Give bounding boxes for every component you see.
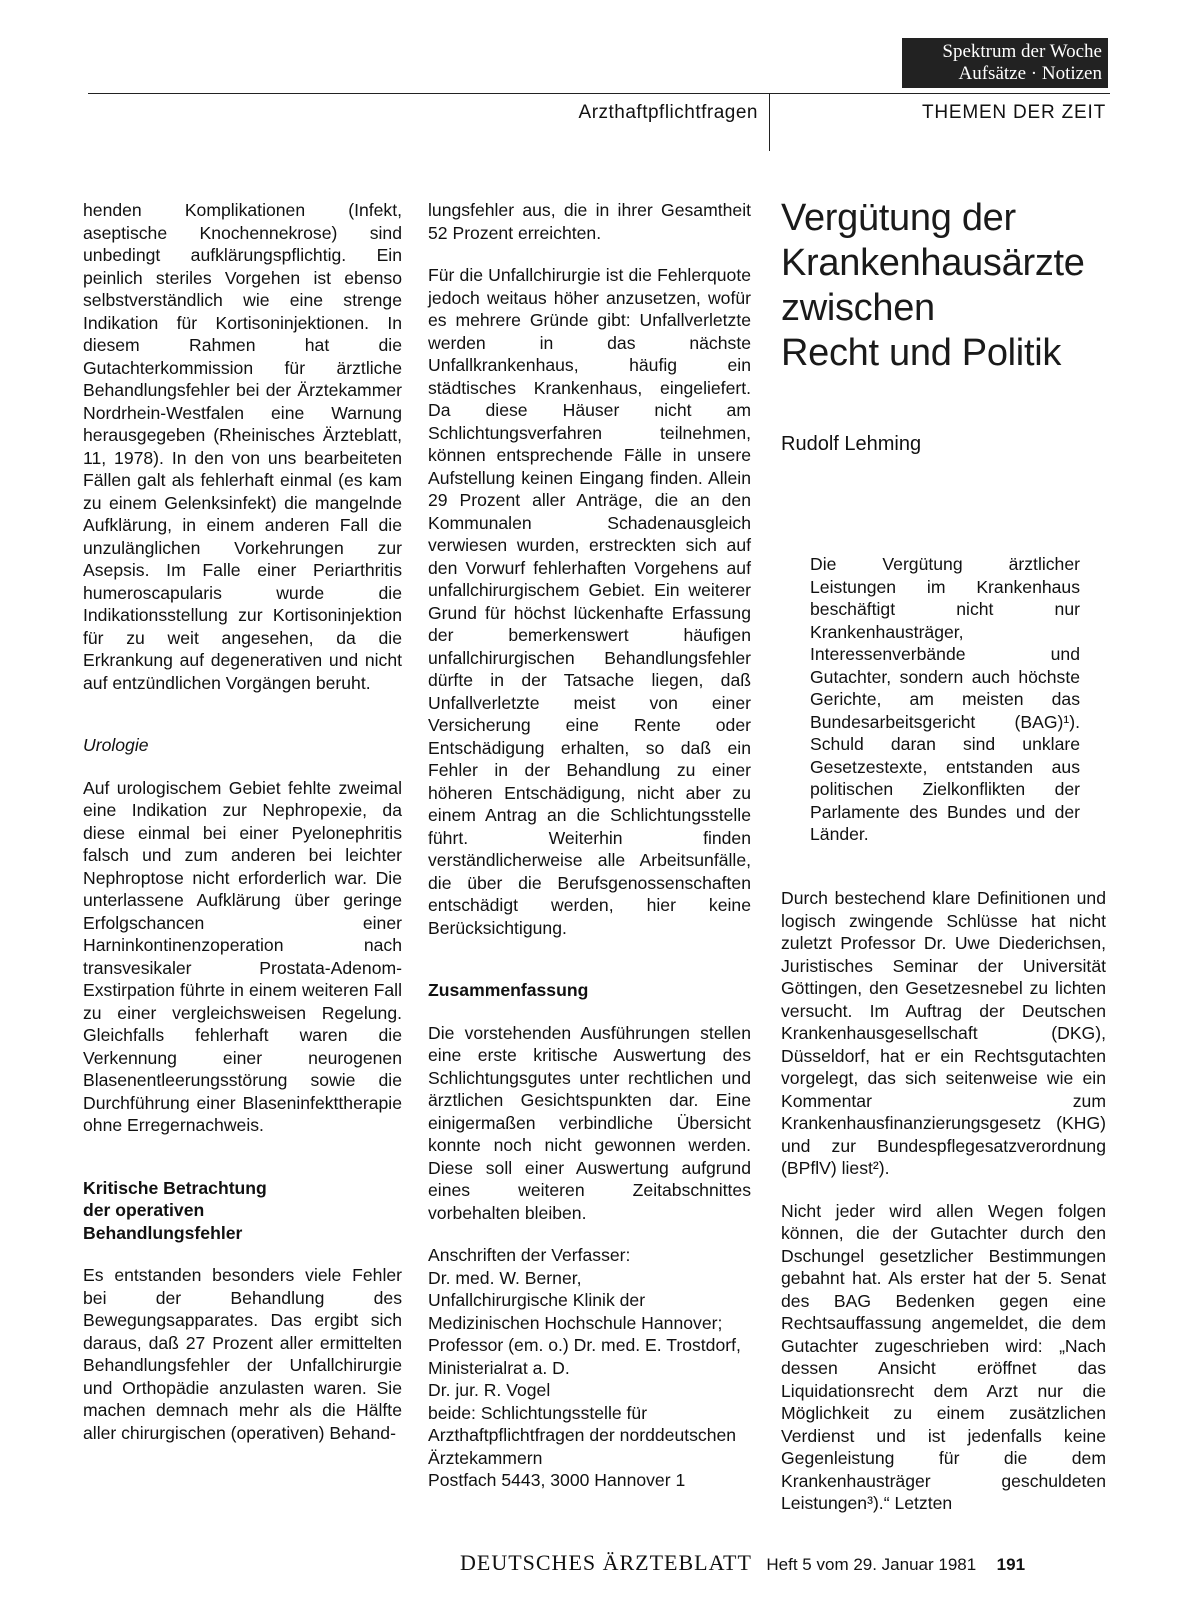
paragraph: Für die Unfallchirurgie ist die Fehlerquote jedoch weitaus höher anzusetzen, wofür es mehrere Gründe gibt: Unfallverletzte werden in das nächste Unfallkrankenhaus, häufig ein städtisches Krankenhaus, eingeliefert. Da diese Häuser nicht am Schlichtungsverfahren teilnehmen, können entsprechende Fälle in unsere Aufstellung keinen Eingang finden. Allein 29 Prozent aller Anträge, die an den Kommunalen Schadenausgleich verwiesen wurden, erstreckten sich auf den Vorwurf fehlerhaften Vorgehens auf unfallchirurgischem Gebiet. Ein weiterer Grund für höchst lückenhafte Erfassung der bemerkenswert häufigen unfallchirurgischen Behandlungsfehler dürfte in der Tatsache liegen, daß Unfallverletzte meist von einer Versicherung eine Rente oder Entschädigung erhalten, so daß ein Fehler in der Behandlung zu einer höheren Entschädigung, nicht aber zu einem Antrag an die Schlichtungsstelle führt. Weiterhin finden verständlicherweise alle Arbeitsunfälle, die über die Berufsgenossenschaften entschädigt werden, hier keine Berücksichtigung. [428, 265, 751, 938]
subheading-kritisch-line-3: Behandlungsfehler [83, 1222, 243, 1243]
paragraph: Auf urologischem Gebiet fehlte zweimal eine Indikation zur Nephropexie, da diese einmal bei einer Pyelonephritis falsch und zum anderen bei leichter Nephroptose nicht erforderlich war. Die unterlassene Aufklärung über geringe Erfolgschancen einer Harninkontinenzoperation nach transvesikaler Prostata-Adenom-Exstirpation führte in einem weiteren Fall zu einer vergleichsweisen Regelung. Gleichfalls fehlerhaft waren die Verkennung einer neurogenen Blasenentleerungsstörung sowie die Durchführung einer Blaseninfekttherapie ohne Erregernachweis. [83, 777, 402, 1135]
badge-line-1: Spektrum der Woche [942, 41, 1102, 62]
author-addresses [428, 1244, 751, 1492]
address-line: Unfallchirurgische Klinik der Medizinischen Hochschule Hannover; [428, 1290, 723, 1333]
article-title [781, 196, 1111, 376]
paragraph: lungsfehler aus, die in ihrer Gesamtheit 52 Prozent erreichten. [428, 200, 751, 243]
running-head-topic: Arzthaftpflichtfragen [578, 102, 758, 123]
subheading-zusammenfassung: Zusammenfassung [428, 980, 589, 1000]
paragraph: Die vorstehenden Ausführungen stellen eine erste kritische Auswertung des Schlichtungsgutes unter rechtlichen und ärztlichen Gesichtspunkten dar. Eine einigermaßen verbindliche Übersicht konnte noch nicht gewonnen werden. Diese soll einer Auswertung aufgrund eines weiteren Zeitabschnittes vorbehalten bleiben. [428, 1022, 751, 1223]
section-badge [902, 38, 1108, 88]
title-line: Recht und Politik [781, 332, 1062, 374]
paragraph: henden Komplikationen (Infekt, aseptische Knochennekrose) sind unbedingt aufklärungspflichtig. Ein peinlich steriles Vorgehen ist ebenso selbstverständlich wie eine strenge Indikation für Kortisoninjektionen. In diesem Rahmen hat die Gutachterkommission für ärztliche Behandlungsfehler bei der Ärztekammer Nordrhein-Westfalen eine Warnung herausgegeben (Rheinisches Ärzteblatt, 11, 1978). In den von uns bearbeiteten Fällen galt als fehlerhaft einmal (es kam zu einem Gelenksinfekt) die mangelnde Aufklärung, in einem anderen Fall die unzulänglichen Vorkehrungen zur Asepsis. Im Falle einer Periarthritis humeroscapularis wurde die Indikationsstellung zur Kortisoninjektion für zu weit angesehen, da die Erkrankung auf degenerativen und nicht auf entzündlichen Vorgängen beruht. [83, 200, 402, 693]
article-abstract: Die Vergütung ärztlicher Leistungen im Krankenhaus beschäftigt nicht nur Krankenhausträger, Interessenverbände und Gutachter, sondern auch höchste Gerichte, am meisten das Bundesarbeitsgericht (BAG)¹). Schuld daran sind unklare Gesetzestexte, entstanden aus politischen Zielkonflikten der Parlamente des Bundes und der Länder. [810, 554, 1080, 844]
address-line: beide: Schlichtungsstelle für Arzthaftpflichtfragen der norddeutschen Ärztekammern [428, 1402, 737, 1468]
running-head-section: THEMEN DER ZEIT [921, 102, 1106, 123]
column-3 [781, 887, 1106, 1515]
page-footer [460, 1550, 1110, 1576]
column-1 [83, 199, 402, 1444]
title-line: Vergütung der [781, 197, 1016, 239]
title-line: zwischen [781, 287, 935, 329]
title-line: Krankenhausärzte [781, 242, 1085, 284]
masthead: DEUTSCHES ÄRZTEBLATT [460, 1550, 752, 1575]
page-number: 191 [996, 1555, 1026, 1574]
subheading-kritisch-line-1: Kritische Betrachtung [83, 1177, 267, 1198]
paragraph: Durch bestechend klare Definitionen und logisch zwingende Schlüsse hat nicht zuletzt Professor Dr. Uwe Diederichsen, Juristisches Seminar der Universität Göttingen, den Gesetzesnebel zu lichten versucht. Im Auftrag der Deutschen Krankenhausgesellschaft (DKG), Düsseldorf, hat er ein Rechtsgutachten vorgelegt, das sich seitenweise wie ein Kommentar zum Krankenhausfinanzierungsgesetz (KHG) und zur Bundespflegesatzverordnung (BPflV) liest²). [781, 888, 1106, 1178]
paragraph: Es entstanden besonders viele Fehler bei der Behandlung des Bewegungsapparates. Das ergibt sich daraus, daß 27 Prozent aller ermittelten Behandlungsfehler der Unfallchirurgie und Orthopädie anzulasten waren. Sie machen demnach mehr als die Hälfte aller chirurgischen (operativen) Behand- [83, 1265, 402, 1443]
address-line: Dr. jur. R. Vogel [428, 1380, 551, 1400]
subheading-urologie: Urologie [83, 735, 149, 755]
article-author: Rudolf Lehming [781, 433, 922, 455]
issue-info: Heft 5 vom 29. Januar 1981 [766, 1555, 977, 1574]
address-line: Dr. med. W. Berner, [428, 1267, 582, 1288]
badge-line-2: Aufsätze · Notizen [958, 63, 1102, 84]
address-line: Anschriften der Verfasser: [428, 1245, 631, 1265]
address-line: Professor (em. o.) Dr. med. E. Trostdorf, Ministerialrat a. D. [428, 1335, 741, 1378]
header-divider [769, 93, 770, 151]
subheading-kritisch-line-2: der operativen [83, 1200, 205, 1220]
column-2 [428, 199, 751, 1492]
paragraph: Nicht jeder wird allen Wegen folgen können, die der Gutachter durch den Dschungel gesetzlicher Bestimmungen gebahnt hat. Als erster hat der 5. Senat des BAG Bedenken gegen eine Rechtsauffassung angemeldet, die dem Gutachter zugeschrieben wird: „Nach dessen Ansicht eröffnet das Liquidationsrecht dem Arzt nur die Möglichkeit zu einem zusätzlichen Verdienst und ist jedenfalls keine Gegenleistung für die dem Krankenhausträger geschuldeten Leistungen³).“ Letzten [781, 1200, 1106, 1513]
address-line: Postfach 5443, 3000 Hannover 1 [428, 1470, 686, 1490]
header-rule [88, 93, 1110, 94]
